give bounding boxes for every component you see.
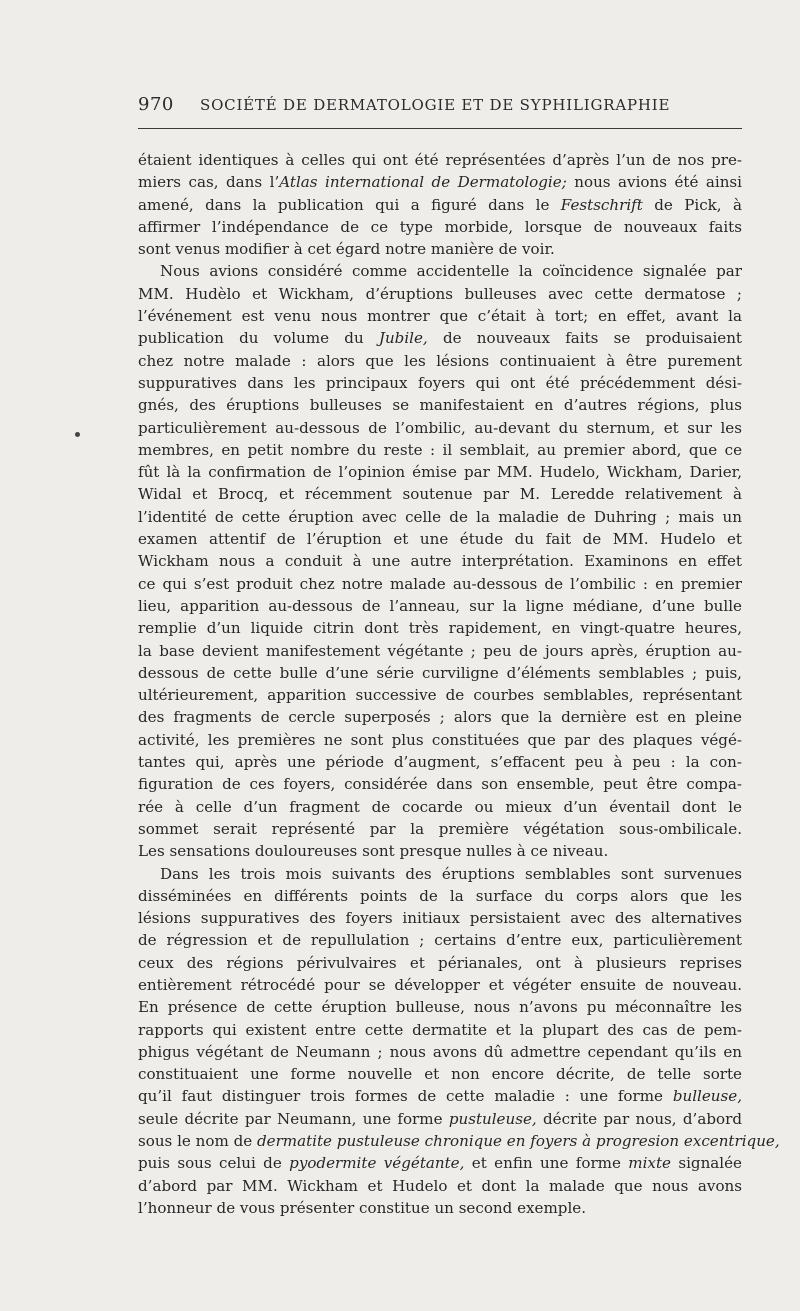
text-line — [138, 640, 742, 662]
text-line — [138, 1108, 742, 1130]
text-segment: membres, en petit nombre du reste : il semblait, au premier abord, que ce — [138, 440, 742, 459]
text-segment: sous le nom de — [138, 1132, 257, 1151]
text-segment: décrite par nous, d’abord — [536, 1109, 742, 1128]
text-segment: de nouveaux faits se produisaient — [427, 329, 742, 348]
text-segment: qu’il faut distinguer trois formes de cette maladie : une forme — [138, 1087, 673, 1106]
text-line — [138, 1130, 780, 1152]
text-segment: ultérieurement, apparition successive de courbes semblables, représentant — [138, 686, 742, 705]
text-segment: particulièrement au-dessous de l’ombilic, au-devant du sternum, et sur les — [138, 418, 742, 437]
text-line — [138, 439, 742, 461]
text-segment: rapports qui existent entre cette dermatite et la plupart des cas de pem- — [138, 1020, 742, 1039]
margin-mark — [75, 432, 80, 437]
text-line — [138, 394, 742, 416]
text-line — [138, 751, 742, 773]
text-segment: la base devient manifestement végétante ; peu de jours après, éruption au- — [138, 641, 742, 660]
text-line — [138, 818, 742, 840]
text-line — [138, 907, 742, 929]
text-segment: examen attentif de l’éruption et une étude du fait de MM. Hudelo et — [138, 530, 742, 549]
text-line — [138, 1019, 742, 1041]
text-segment: et enfin une forme — [464, 1154, 629, 1173]
italic-text: dermatite pustuleuse chronique en foyers à progresion excentrique, — [256, 1132, 780, 1151]
text-line — [138, 283, 742, 305]
text-segment: l’événement est venu nous montrer que c’était à tort; en effet, avant la — [138, 307, 742, 326]
text-line — [138, 974, 742, 996]
text-line — [138, 149, 742, 171]
text-line — [138, 729, 742, 751]
text-line — [138, 483, 742, 505]
text-line — [138, 773, 742, 795]
text-line — [138, 305, 742, 327]
text-segment: chez notre malade : alors que les lésions continuaient à être purement — [138, 351, 742, 370]
text-line — [138, 506, 742, 528]
text-line — [138, 372, 742, 394]
text-segment: ceux des régions périvulvaires et périanales, ont à plusieurs reprises — [138, 953, 742, 972]
text-line — [138, 573, 742, 595]
body-text — [138, 149, 780, 1219]
text-segment: étaient identiques à celles qui ont été représentées d’après l’un de nos pre- — [138, 151, 742, 169]
italic-text: Jubile, — [378, 329, 428, 348]
text-line — [138, 796, 742, 818]
text-segment: Widal et Brocq, et récemment soutenue par M. Leredde relativement à — [138, 485, 742, 504]
text-line — [138, 260, 742, 282]
text-line — [138, 461, 742, 483]
text-segment: de régression et de repullulation ; certains d’entre eux, particulièrement — [138, 931, 742, 950]
text-line — [138, 595, 742, 617]
text-segment: gnés, des éruptions bulleuses se manifestaient en d’autres régions, plus — [138, 396, 742, 415]
text-line — [138, 684, 742, 706]
italic-text: bulleuse, — [672, 1087, 742, 1106]
italic-text: Atlas international de Dermatologie; — [279, 173, 567, 192]
text-line — [138, 238, 742, 260]
text-line — [138, 528, 742, 550]
text-segment: constituaient une forme nouvelle et non encore décrite, de telle sorte — [138, 1065, 742, 1084]
text-segment: seule décrite par Neumann, une forme — [138, 1109, 449, 1128]
text-segment: ce qui s’est produit chez notre malade au-dessous de l’ombilic : en premier — [138, 574, 742, 593]
text-line — [138, 1063, 742, 1085]
text-segment: MM. Hudèlo et Wickham, d’éruptions bulleuses avec cette dermatose ; — [138, 284, 742, 303]
text-segment: sont venus modifier à cet égard notre manière de voir. — [138, 240, 555, 259]
text-line — [138, 996, 742, 1018]
text-segment: Les sensations douloureuses sont presque nulles à ce niveau. — [138, 842, 609, 861]
text-segment: de Pick, à — [642, 195, 742, 214]
header-rule — [138, 128, 742, 129]
text-line — [138, 171, 742, 193]
text-segment: signalée — [670, 1154, 742, 1173]
italic-text: pustuleuse, — [448, 1109, 537, 1128]
text-segment: affirmer l’indépendance de ce type morbide, lorsque de nouveaux faits — [138, 217, 742, 236]
text-segment: figuration de ces foyers, considérée dans son ensemble, peut être compa- — [138, 775, 742, 794]
text-segment: entièrement rétrocédé pour se développer et végéter ensuite de nouveau. — [138, 975, 742, 994]
text-line — [138, 1152, 742, 1174]
text-segment: amené, dans la publication qui a figuré dans le — [138, 195, 561, 214]
text-line — [138, 952, 742, 974]
text-line — [138, 327, 742, 349]
text-segment: En présence de cette éruption bulleuse, nous n’avons pu méconnaître les — [138, 998, 742, 1017]
text-line — [138, 550, 742, 572]
italic-text: pyodermite végétante, — [289, 1154, 465, 1173]
text-line — [138, 617, 742, 639]
text-line — [138, 885, 742, 907]
text-line — [138, 1175, 742, 1197]
text-segment: l’honneur de vous présenter constitue un second exemple. — [138, 1198, 586, 1217]
text-line — [138, 706, 742, 728]
text-segment: miers cas, dans l’ — [138, 173, 280, 192]
text-line — [138, 1041, 742, 1063]
text-segment: nous avions été ainsi — [566, 173, 742, 192]
text-line — [138, 863, 742, 885]
text-segment: des fragments de cercle superposés ; alors que la dernière est en pleine — [138, 708, 742, 727]
text-line — [138, 350, 742, 372]
text-segment: fût là la confirmation de l’opinion émise par MM. Hudelo, Wickham, Darier, — [138, 463, 742, 482]
text-segment: Wickham nous a conduit à une autre interprétation. Examinons en effet — [138, 552, 742, 571]
text-line — [138, 929, 742, 951]
text-line — [138, 1085, 742, 1107]
text-segment: dessous de cette bulle d’une série curviligne d’éléments semblables ; puis, — [138, 663, 742, 682]
text-segment: Dans les trois mois suivants des éruptions semblables sont survenues — [160, 864, 742, 883]
text-segment: tantes qui, après une période d’augment, s’effacent peu à peu : la con- — [138, 753, 742, 772]
italic-text: Festschrift — [560, 195, 643, 214]
text-segment: suppuratives dans les principaux foyers qui ont été précédemment dési- — [138, 373, 742, 392]
text-segment: remplie d’un liquide citrin dont très rapidement, en vingt-quatre heures, — [138, 619, 742, 638]
text-segment: lieu, apparition au-dessous de l’anneau, sur la ligne médiane, d’une bulle — [138, 596, 742, 615]
text-line — [138, 1197, 742, 1219]
text-line — [138, 194, 742, 216]
text-segment: puis sous celui de — [138, 1154, 290, 1173]
text-segment: phigus végétant de Neumann ; nous avons dû admettre cependant qu’ils en — [138, 1042, 742, 1061]
text-segment: sommet serait représenté par la première végétation sous-ombilicale. — [138, 819, 742, 838]
page-header — [138, 94, 742, 120]
text-segment: publication du volume du — [138, 329, 379, 348]
text-segment: disséminées en différents points de la surface du corps alors que les — [138, 886, 742, 905]
text-segment: l’identité de cette éruption avec celle de la maladie de Duhring ; mais un — [138, 507, 742, 526]
text-line — [138, 840, 742, 862]
text-segment: activité, les premières ne sont plus constituées que par des plaques végé- — [138, 730, 742, 749]
page-number: 970 — [138, 94, 174, 115]
running-head: SOCIÉTÉ DE DERMATOLOGIE ET DE SYPHILIGRAPHIE — [200, 96, 671, 114]
text-line — [138, 662, 742, 684]
text-segment: rée à celle d’un fragment de cocarde ou mieux d’un éventail dont le — [138, 797, 742, 816]
italic-text: mixte — [628, 1154, 671, 1173]
text-line — [138, 417, 742, 439]
text-line — [138, 216, 742, 238]
text-segment: lésions suppuratives des foyers initiaux persistaient avec des alternatives — [138, 909, 742, 928]
text-segment: d’abord par MM. Wickham et Hudelo et dont la malade que nous avons — [138, 1176, 742, 1195]
text-segment: Nous avions considéré comme accidentelle la coïncidence signalée par — [160, 262, 742, 281]
